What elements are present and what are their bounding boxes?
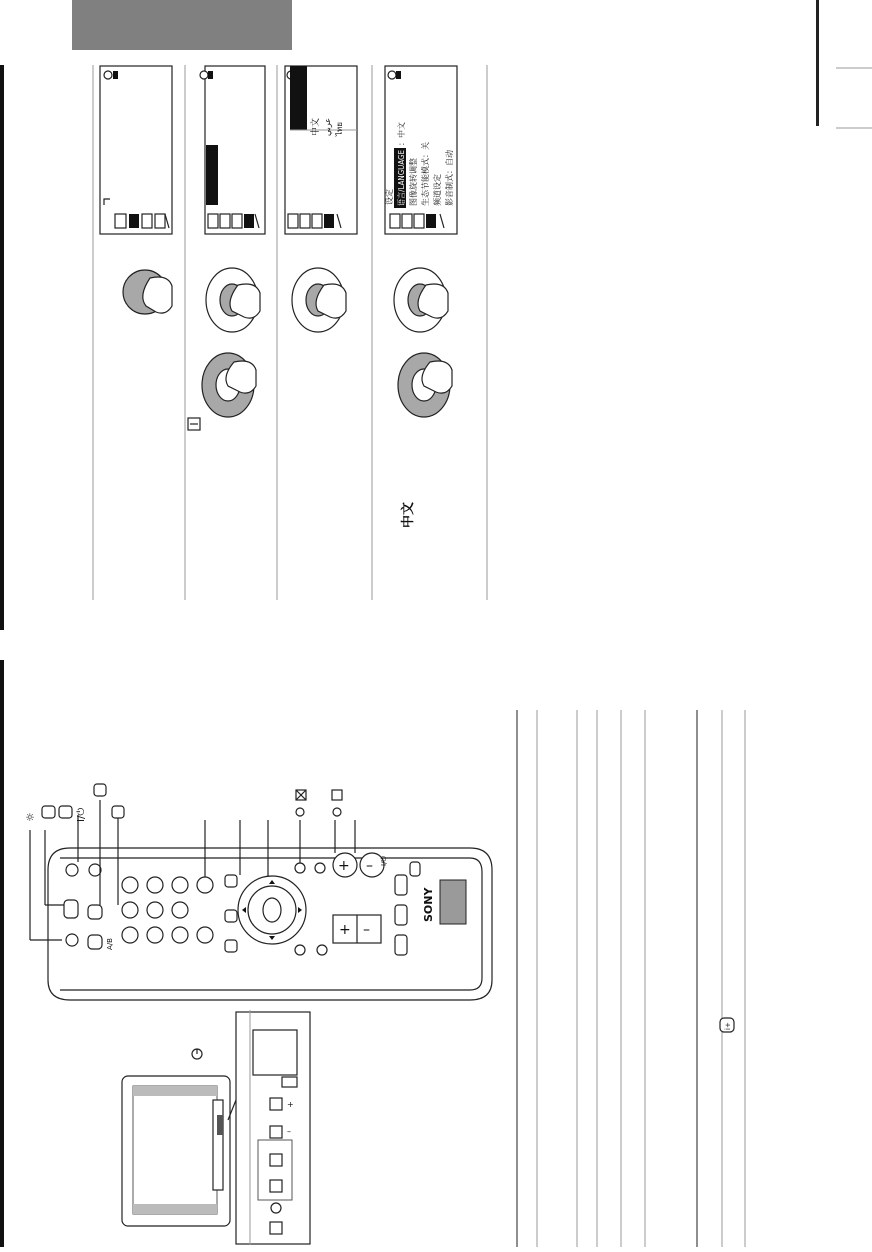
menu-row-av-system: 影音制式：自动 — [445, 150, 454, 206]
table-rules — [517, 710, 745, 1247]
remote-ir-window — [440, 880, 466, 924]
menu-logo-icon — [388, 71, 401, 79]
panel-minus-label: – — [287, 1127, 291, 1136]
panel-plus-label: + — [287, 1100, 294, 1109]
step2-joystick-up-down — [206, 268, 260, 332]
remote-brand: SONY — [422, 887, 435, 922]
menu-logo-icon — [104, 71, 118, 79]
program-minus-label: – — [366, 858, 373, 874]
remote-volume-rocker — [333, 915, 381, 943]
menu-logo-icon — [200, 71, 213, 79]
mute-callout-icon: ☼ — [24, 812, 37, 822]
volume-minus-label: – — [363, 922, 370, 938]
panel-screen — [253, 1030, 297, 1075]
step3-joystick-press — [292, 268, 346, 332]
step4-screen — [384, 66, 457, 234]
muted-sound-icon — [296, 790, 306, 800]
step4-chinese-label: 中文 — [401, 501, 416, 528]
step4-joystick-up-down — [398, 353, 452, 417]
selected-bar — [206, 145, 218, 205]
language-option-thai: ไทย — [335, 122, 344, 136]
language-option-arabic: عربي — [323, 117, 332, 136]
step2-screen — [200, 66, 265, 234]
step2-joystick-press — [202, 353, 256, 417]
step1-screen — [100, 66, 172, 234]
remote-power-label: I/⏻ — [380, 856, 388, 866]
menu-row-eco: 生态节能模式：关 — [421, 142, 430, 206]
menu-row-rotation: 图像旋转调整 — [409, 158, 418, 206]
left-border-top — [0, 65, 4, 630]
text-mode-icon — [332, 790, 342, 800]
step3-screen — [285, 66, 357, 234]
menu-icon-column — [390, 214, 444, 228]
menu-icon-column — [115, 214, 169, 228]
left-border-bottom — [0, 660, 4, 1247]
tv-power-callout — [192, 1049, 202, 1059]
text-callout-icon — [333, 808, 341, 816]
help-callout-icon — [59, 806, 72, 818]
language-highlight — [290, 66, 307, 130]
language-option-chinese: 中文 — [311, 117, 321, 136]
header-gray-box — [72, 0, 292, 50]
info-icon-label: i+ — [724, 1022, 732, 1030]
tv-illustration — [122, 1076, 240, 1226]
tv-control-panel — [236, 1010, 310, 1245]
menu-row-language-label: 语言/LANGUAGE — [397, 142, 406, 206]
info-callout-icon — [42, 806, 55, 818]
menu-icon-column — [288, 214, 341, 228]
remote-joystick — [238, 876, 306, 944]
return-callout-icon — [296, 808, 304, 816]
volume-plus-label: + — [339, 922, 351, 938]
screen-callout-icon — [112, 806, 124, 818]
remote-callout-labels — [24, 784, 342, 822]
menu-icon-column — [208, 214, 259, 228]
step1-press-button — [123, 270, 172, 314]
program-plus-label: + — [338, 858, 350, 874]
remote-ab-label: A/B — [106, 938, 114, 950]
remote-control — [48, 848, 492, 1000]
menu-title: 设定 — [385, 189, 394, 205]
power-callout-label: I/⏻ — [76, 807, 87, 822]
info-icon — [720, 1018, 734, 1032]
step4-joystick-press — [394, 268, 448, 332]
menu-row-language-value: ：中文 — [397, 122, 406, 146]
step2-settings-icon — [188, 418, 200, 430]
right-edge-rule — [816, 0, 819, 126]
input-callout-icon — [94, 784, 106, 796]
menu-row-channel: 频道设定 — [433, 174, 442, 206]
